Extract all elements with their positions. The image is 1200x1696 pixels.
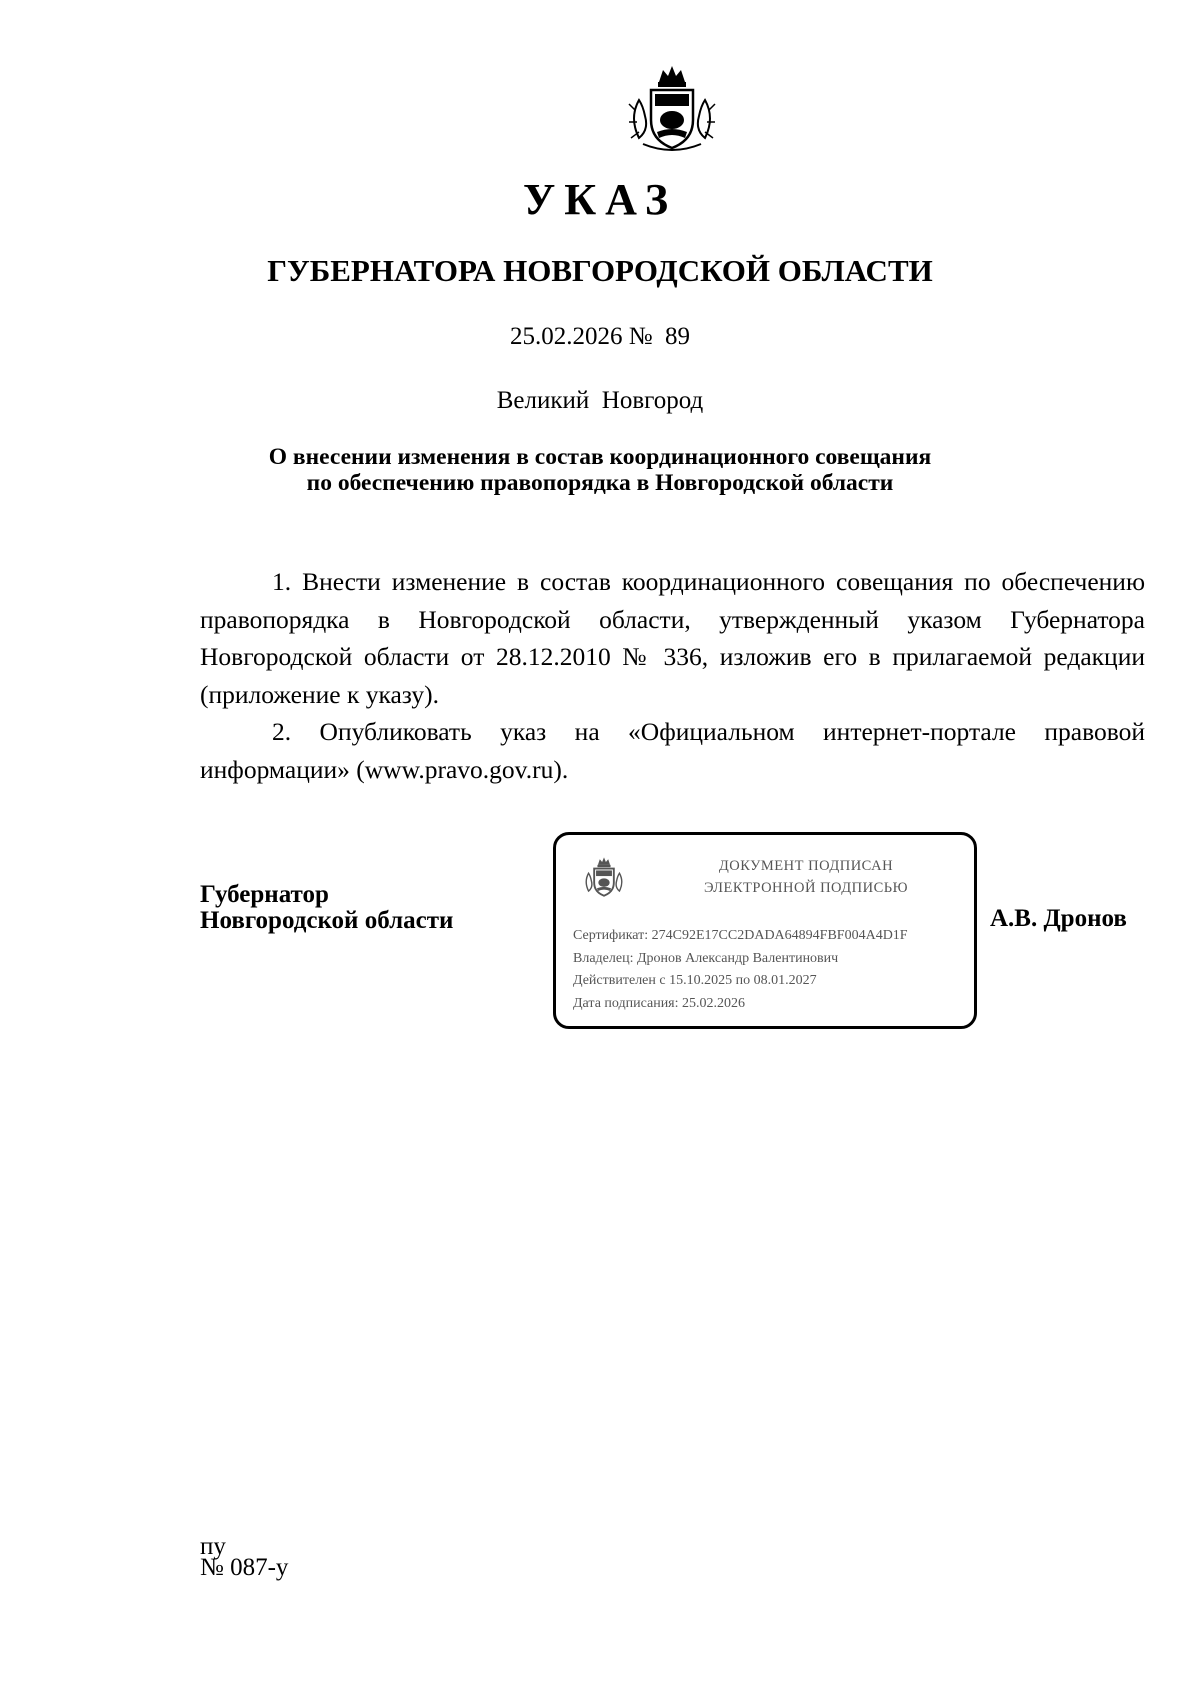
signatory-position-line: Новгородской области [200, 907, 454, 934]
stamp-details [573, 925, 968, 1015]
stamp-header-line: ДОКУМЕНТ ПОДПИСАН [718, 858, 894, 874]
document-subtitle: ГУБЕРНАТОРА НОВГОРОДСКОЙ ОБЛАСТИ [267, 253, 933, 288]
stamp-owner: Владелец: Дронов Александр Валентинович [573, 950, 839, 966]
footer-line: № 087-у [200, 1554, 289, 1581]
signatory-position [200, 882, 453, 934]
document-footer [200, 1533, 289, 1581]
heading-line: О внесении изменения в состав координационного совещания [268, 444, 932, 470]
coat-of-arms-icon [582, 853, 626, 901]
footer-line: пу [200, 1533, 226, 1560]
stamp-signing-date: Дата подписания: 25.02.2026 [573, 995, 746, 1011]
stamp-certificate: Сертификат: 274C92E17CC2DADA64894FBF004A4D1F [573, 928, 908, 943]
stamp-validity: Действителен с 15.10.2025 по 08.01.2027 [573, 973, 817, 988]
paragraph: 1. Внести изменение в состав координационного совещания по обеспечению правопорядка в Новгородской области, утвержденный указом Губернатора Новгородской области от 28.12.2010 № 336, изложив его в прилагаемой редакции (приложение к указу). [200, 567, 1145, 709]
document-date-number: 25.02.2026 № 89 [509, 323, 691, 350]
document-place: Великий Новгород [496, 387, 704, 414]
signatory-name: А.В. Дронов [990, 905, 1127, 932]
document-body [200, 563, 1145, 788]
document-title: УКАЗ [522, 175, 678, 224]
electronic-signature-stamp [553, 832, 977, 1029]
document-heading [0, 444, 1200, 496]
stamp-header-line: ЭЛЕКТРОННОЙ ПОДПИСЬЮ [703, 880, 909, 896]
signatory-position-line: Губернатор [200, 881, 329, 908]
heading-line: по обеспечению правопорядка в Новгородской области [306, 470, 894, 496]
coat-of-arms-icon [625, 60, 719, 156]
stamp-header [656, 855, 956, 899]
paragraph: 2. Опубликовать указ на «Официальном интернет-портале правовой информации» (www.pravo.gov.ru). [200, 717, 1145, 784]
